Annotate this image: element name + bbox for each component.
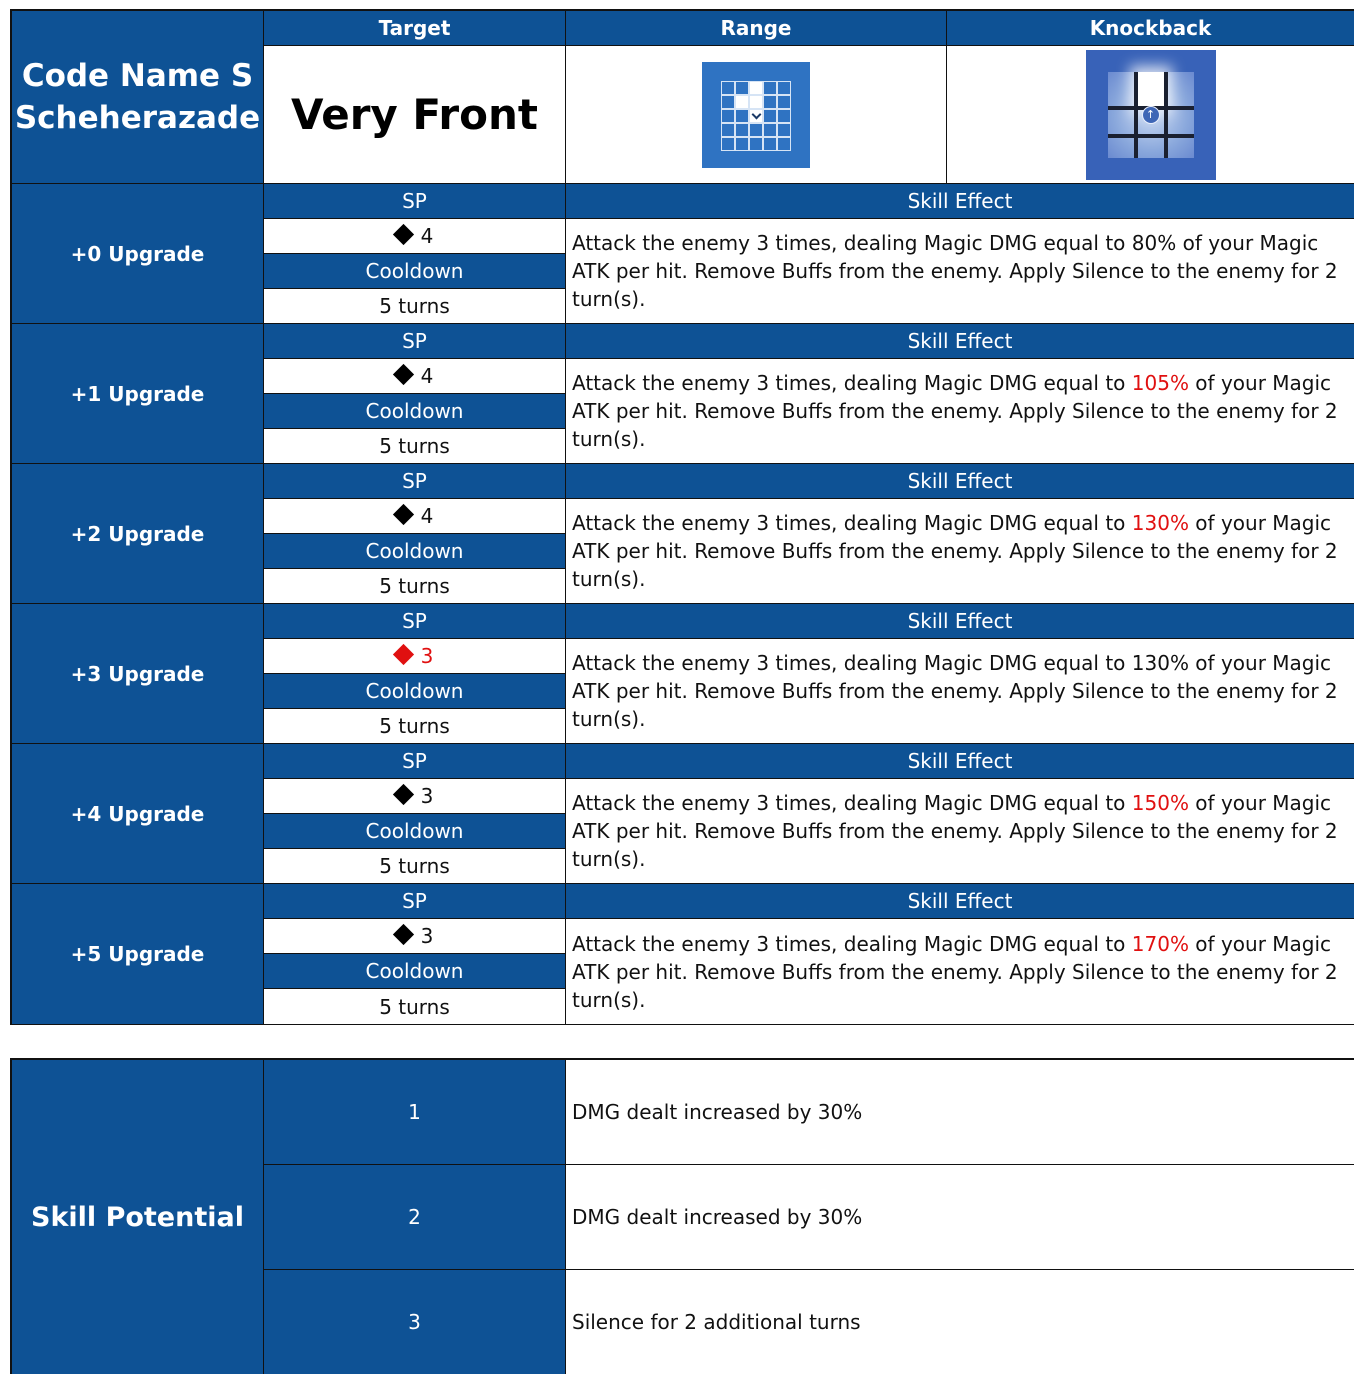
cooldown-value: 5 turns: [264, 849, 566, 884]
sp-value: [264, 219, 566, 254]
target-value: Very Front: [264, 46, 566, 184]
potential-text: DMG dealt increased by 30%: [566, 1060, 1354, 1165]
diamond-icon: [393, 223, 414, 244]
knockback-header: Knockback: [947, 11, 1354, 46]
target-header: Target: [264, 11, 566, 46]
sp-value: [264, 639, 566, 674]
effect-value: 130%: [1131, 511, 1189, 535]
skill-potential-table: [10, 1058, 1354, 1374]
sp-cost: 3: [420, 644, 434, 668]
skill-effect-header: Skill Effect: [566, 744, 1354, 779]
sp-cost: 4: [420, 364, 434, 388]
knockback-cell: [947, 46, 1354, 184]
cooldown-header: Cooldown: [264, 814, 566, 849]
sp-header: SP: [264, 464, 566, 499]
effect-value: 150%: [1131, 791, 1189, 815]
skill-effect-header: Skill Effect: [566, 604, 1354, 639]
sp-header: SP: [264, 884, 566, 919]
potential-number: 1: [264, 1060, 566, 1165]
skill-potential-label: Skill Potential: [12, 1060, 264, 1374]
sp-cost: 3: [420, 784, 434, 808]
cooldown-value: 5 turns: [264, 429, 566, 464]
sp-value: [264, 919, 566, 954]
upgrade-label: +4 Upgrade: [12, 744, 264, 884]
skill-effect-text: Attack the enemy 3 times, dealing Magic DMG equal to 80% of your Magic ATK per hit. Remove Buffs from the enemy. Apply Silence to the enemy for 2 turn(s).: [566, 219, 1354, 324]
sp-header: SP: [264, 604, 566, 639]
up-arrow-icon: ↑: [1142, 106, 1160, 124]
sp-value: [264, 499, 566, 534]
knockback-icon: [1086, 50, 1216, 180]
potential-text: Silence for 2 additional turns: [566, 1270, 1354, 1374]
upgrade-label: +0 Upgrade: [12, 184, 264, 324]
sp-value: [264, 359, 566, 394]
upgrade-label: +3 Upgrade: [12, 604, 264, 744]
effect-value: 80%: [1131, 231, 1177, 255]
diamond-icon: [393, 783, 414, 804]
skill-effect-header: Skill Effect: [566, 184, 1354, 219]
diamond-icon: [393, 363, 414, 384]
sp-header: SP: [264, 744, 566, 779]
cooldown-value: 5 turns: [264, 709, 566, 744]
range-header: Range: [566, 11, 947, 46]
sp-cost: 4: [420, 224, 434, 248]
skill-effect-header: Skill Effect: [566, 324, 1354, 359]
effect-value: 130%: [1131, 651, 1189, 675]
effect-value: 105%: [1131, 371, 1189, 395]
skill-effect-text: Attack the enemy 3 times, dealing Magic DMG equal to 150% of your Magic ATK per hit. Remove Buffs from the enemy. Apply Silence to the enemy for 2 turn(s).: [566, 779, 1354, 884]
skill-effect-text: Attack the enemy 3 times, dealing Magic DMG equal to 130% of your Magic ATK per hit. Remove Buffs from the enemy. Apply Silence to the enemy for 2 turn(s).: [566, 639, 1354, 744]
character-title: [12, 11, 264, 184]
cooldown-value: 5 turns: [264, 989, 566, 1024]
title-line-2: Scheherazade: [14, 100, 261, 136]
skill-effect-text: Attack the enemy 3 times, dealing Magic DMG equal to 130% of your Magic ATK per hit. Remove Buffs from the enemy. Apply Silence to the enemy for 2 turn(s).: [566, 499, 1354, 604]
diamond-icon: [393, 503, 414, 524]
cooldown-header: Cooldown: [264, 254, 566, 289]
title-line-1: Code Name S: [21, 58, 254, 94]
skill-effect-text: Attack the enemy 3 times, dealing Magic DMG equal to 170% of your Magic ATK per hit. Remove Buffs from the enemy. Apply Silence to the enemy for 2 turn(s).: [566, 919, 1354, 1024]
cooldown-header: Cooldown: [264, 674, 566, 709]
skill-table: [10, 9, 1354, 1025]
sp-header: SP: [264, 324, 566, 359]
potential-number: 3: [264, 1270, 566, 1374]
cooldown-header: Cooldown: [264, 954, 566, 989]
potential-number: 2: [264, 1165, 566, 1270]
diamond-icon: [393, 923, 414, 944]
sp-value: [264, 779, 566, 814]
sp-header: SP: [264, 184, 566, 219]
skill-effect-text: Attack the enemy 3 times, dealing Magic DMG equal to 105% of your Magic ATK per hit. Remove Buffs from the enemy. Apply Silence to the enemy for 2 turn(s).: [566, 359, 1354, 464]
sp-cost: 4: [420, 504, 434, 528]
effect-value: 170%: [1131, 931, 1189, 956]
range-grid-icon: [702, 62, 810, 168]
skill-effect-header: Skill Effect: [566, 884, 1354, 919]
cooldown-header: Cooldown: [264, 394, 566, 429]
cooldown-value: 5 turns: [264, 289, 566, 324]
skill-effect-header: Skill Effect: [566, 464, 1354, 499]
upgrade-label: +5 Upgrade: [12, 884, 264, 1024]
upgrade-label: +1 Upgrade: [12, 324, 264, 464]
range-cell: [566, 46, 947, 184]
diamond-icon: [393, 643, 414, 664]
cooldown-value: 5 turns: [264, 569, 566, 604]
cooldown-header: Cooldown: [264, 534, 566, 569]
sp-cost: 3: [420, 924, 434, 948]
upgrade-label: +2 Upgrade: [12, 464, 264, 604]
potential-text: DMG dealt increased by 30%: [566, 1165, 1354, 1270]
